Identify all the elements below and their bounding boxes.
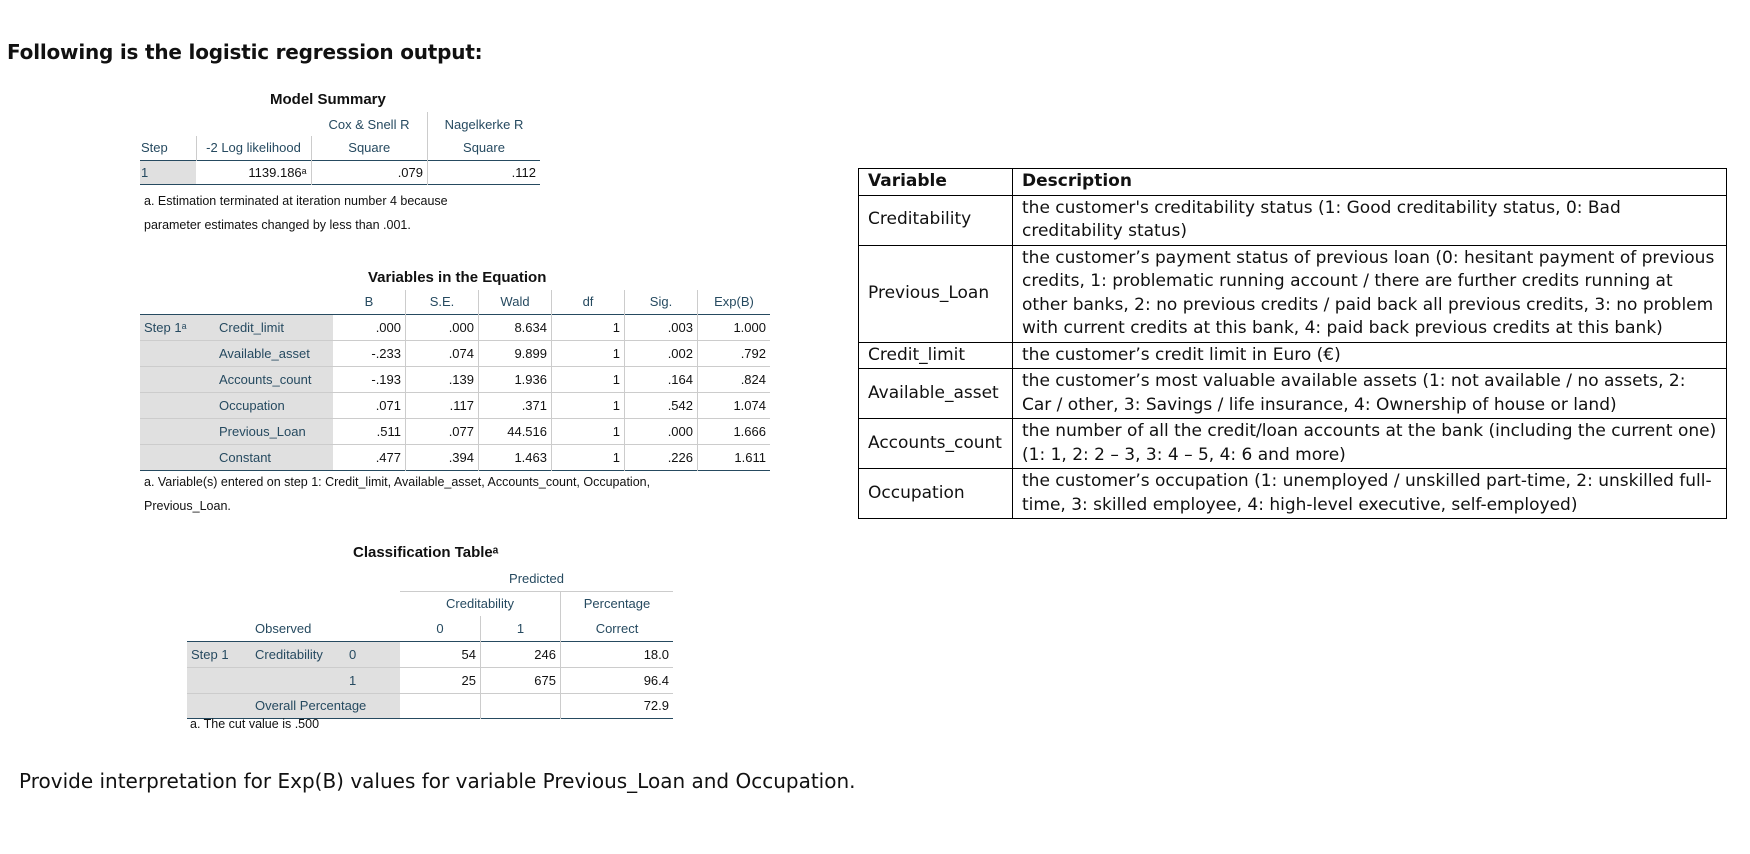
desc-header-variable: Variable	[859, 169, 1013, 196]
desc-variable-cell: Creditability	[859, 195, 1013, 245]
question-text: Provide interpretation for Exp(B) values for variable Previous_Loan and Occupation.	[19, 769, 856, 793]
desc-description-cell: the number of all the credit/loan accounts at the bank (including the current one) (1: 1, 2: 2 – 3, 3: 4 – 5, 4: 6 and more)	[1013, 419, 1727, 469]
cls-r1-c1: 675	[481, 667, 561, 693]
variables-title: Variables in the Equation	[368, 269, 547, 286]
table-row	[140, 392, 770, 418]
desc-description-cell: the customer’s occupation (1: unemployed / unskilled part-time, 2: unskilled full-time, 3: skilled employee, 4: high-level executive, self-employed)	[1013, 469, 1727, 519]
var-df-cell: 1	[552, 418, 625, 444]
var-col-header: Wald	[479, 290, 552, 314]
table-row	[859, 419, 1727, 469]
var-wald-cell: 8.634	[479, 314, 552, 340]
ms-footnote-line2: parameter estimates changed by less than .001.	[144, 218, 411, 232]
cls-creditability-header: Creditability	[400, 591, 561, 616]
var-name-cell: Constant	[211, 444, 333, 470]
var-name-cell: Available_asset	[211, 340, 333, 366]
var-b-cell: .071	[333, 392, 406, 418]
classification-footnote: a. The cut value is .500	[190, 717, 320, 731]
ms-step-cell: 1	[140, 160, 196, 184]
desc-variable-cell: Accounts_count	[859, 419, 1013, 469]
table-row	[140, 340, 770, 366]
model-summary-footnote	[144, 189, 448, 237]
var-df-cell: 1	[552, 314, 625, 340]
var-expb-cell: 1.611	[734, 449, 766, 465]
desc-variable-cell: Available_asset	[859, 369, 1013, 419]
cls-overall-label: Overall Percentage	[254, 693, 400, 718]
cls-pct-header-1: Percentage	[583, 596, 651, 612]
var-se-cell: .117	[406, 392, 479, 418]
desc-variable-cell: Occupation	[859, 469, 1013, 519]
var-expb-cell: .824	[740, 371, 766, 387]
var-col-header: Exp(B)	[714, 294, 754, 310]
var-wald-cell: 44.516	[479, 418, 552, 444]
desc-description-cell: the customer’s payment status of previous loan (0: hesitant payment of previous credits, 1: problematic running account / there are further credits running at other banks, 2: no previous credits / paid back all previous credits, 3: no problem with current credits at this bank, 4: paid back previous credits at this bank)	[1013, 245, 1727, 342]
var-sig-cell: .164	[625, 366, 698, 392]
var-b-cell: .000	[333, 314, 406, 340]
ms-nag-cell: .112	[511, 164, 536, 180]
cls-r1-c0: 25	[400, 667, 481, 693]
var-sig-cell: .000	[625, 418, 698, 444]
var-expb-cell: .792	[740, 345, 766, 361]
classification-table	[187, 566, 673, 719]
var-step-cell	[140, 340, 211, 366]
desc-description-cell: the customer’s most valuable available assets (1: not available / no assets, 2: Car / other, 3: Savings / life insurance, 4: Ownership of house or land)	[1013, 369, 1727, 419]
var-wald-cell: .371	[479, 392, 552, 418]
table-row	[140, 418, 770, 444]
table-row	[859, 342, 1727, 369]
table-row	[859, 469, 1727, 519]
var-wald-cell: 9.899	[479, 340, 552, 366]
ms-cox-header-1: Cox & Snell R	[311, 112, 428, 136]
ms-loglik-header: -2 Log likelihood	[196, 136, 311, 160]
var-col-header: Sig.	[625, 290, 698, 314]
variable-description-table	[858, 168, 1727, 519]
ms-step-header: Step	[140, 136, 196, 160]
desc-description-cell: the customer’s credit limit in Euro (€)	[1013, 342, 1727, 369]
page-heading: Following is the logistic regression output:	[7, 40, 483, 64]
ms-cox-header-2: Square	[311, 136, 428, 160]
variables-table	[140, 290, 770, 471]
var-se-cell: .077	[406, 418, 479, 444]
var-wald-cell: 1.936	[479, 366, 552, 392]
variables-footnote	[144, 470, 650, 518]
cls-row1-label: 1	[348, 667, 400, 693]
var-sig-cell: .003	[625, 314, 698, 340]
desc-variable-cell: Previous_Loan	[859, 245, 1013, 342]
desc-variable-cell: Credit_limit	[859, 342, 1013, 369]
var-step-cell	[140, 444, 211, 470]
table-row	[140, 366, 770, 392]
var-df-cell: 1	[552, 366, 625, 392]
var-col-header: B	[333, 290, 406, 314]
var-df-cell: 1	[552, 392, 625, 418]
var-se-cell: .000	[406, 314, 479, 340]
var-col-header: S.E.	[406, 290, 479, 314]
var-step-cell	[140, 418, 211, 444]
desc-description-cell: the customer's creditability status (1: Good creditability status, 0: Bad creditability status)	[1013, 195, 1727, 245]
var-name-cell: Credit_limit	[211, 314, 333, 340]
cls-r0-c1: 246	[481, 641, 561, 667]
var-wald-cell: 1.463	[479, 444, 552, 470]
cls-predicted-header: Predicted	[400, 566, 673, 591]
cls-col0-header: 0	[400, 616, 481, 641]
var-step-cell	[140, 366, 211, 392]
cls-row-label: Creditability	[254, 641, 348, 667]
cls-r0-pct: 18.0	[643, 646, 669, 662]
var-se-cell: .139	[406, 366, 479, 392]
var-col-header: df	[552, 290, 625, 314]
var-b-cell: -.193	[333, 366, 406, 392]
table-row	[140, 314, 770, 340]
var-name-cell: Occupation	[211, 392, 333, 418]
cls-r0-c0: 54	[400, 641, 481, 667]
model-summary-table	[140, 112, 540, 185]
cls-step-label: Step 1	[187, 641, 254, 667]
var-name-cell: Accounts_count	[211, 366, 333, 392]
cls-observed-header: Observed	[254, 616, 400, 641]
table-row	[859, 195, 1727, 245]
ms-footnote-line1: a. Estimation terminated at iteration number 4 because	[144, 194, 448, 208]
var-expb-cell: 1.074	[733, 397, 766, 413]
var-expb-cell: 1.666	[733, 423, 766, 439]
cls-overall-pct: 72.9	[643, 698, 669, 713]
var-b-cell: .477	[333, 444, 406, 470]
var-step-cell: Step 1ᵃ	[140, 314, 211, 340]
desc-header-description: Description	[1013, 169, 1727, 196]
ms-cox-cell: .079	[311, 160, 428, 184]
var-name-cell: Previous_Loan	[211, 418, 333, 444]
ms-nag-header-1: Nagelkerke R	[444, 116, 524, 132]
ms-nag-header-2: Square	[463, 140, 505, 156]
table-row	[140, 444, 770, 470]
var-sig-cell: .542	[625, 392, 698, 418]
var-b-cell: .511	[333, 418, 406, 444]
var-sig-cell: .226	[625, 444, 698, 470]
ms-loglik-cell: 1139.186ᵃ	[196, 160, 311, 184]
classification-title: Classification Tableᵃ	[353, 544, 499, 561]
cls-row0-label: 0	[348, 641, 400, 667]
var-df-cell: 1	[552, 444, 625, 470]
var-se-cell: .394	[406, 444, 479, 470]
cls-pct-header-2: Correct	[595, 620, 639, 636]
var-footnote-line2: Previous_Loan.	[144, 499, 231, 513]
model-summary-title: Model Summary	[270, 91, 386, 108]
var-step-cell	[140, 392, 211, 418]
cls-col1-header: 1	[481, 616, 561, 641]
var-se-cell: .074	[406, 340, 479, 366]
var-sig-cell: .002	[625, 340, 698, 366]
cls-r1-pct: 96.4	[643, 672, 669, 688]
var-footnote-line1: a. Variable(s) entered on step 1: Credit_limit, Available_asset, Accounts_count, Occupation,	[144, 475, 651, 489]
table-row	[859, 245, 1727, 342]
var-b-cell: -.233	[333, 340, 406, 366]
var-df-cell: 1	[552, 340, 625, 366]
var-expb-cell: 1.000	[733, 319, 766, 335]
table-row	[859, 369, 1727, 419]
